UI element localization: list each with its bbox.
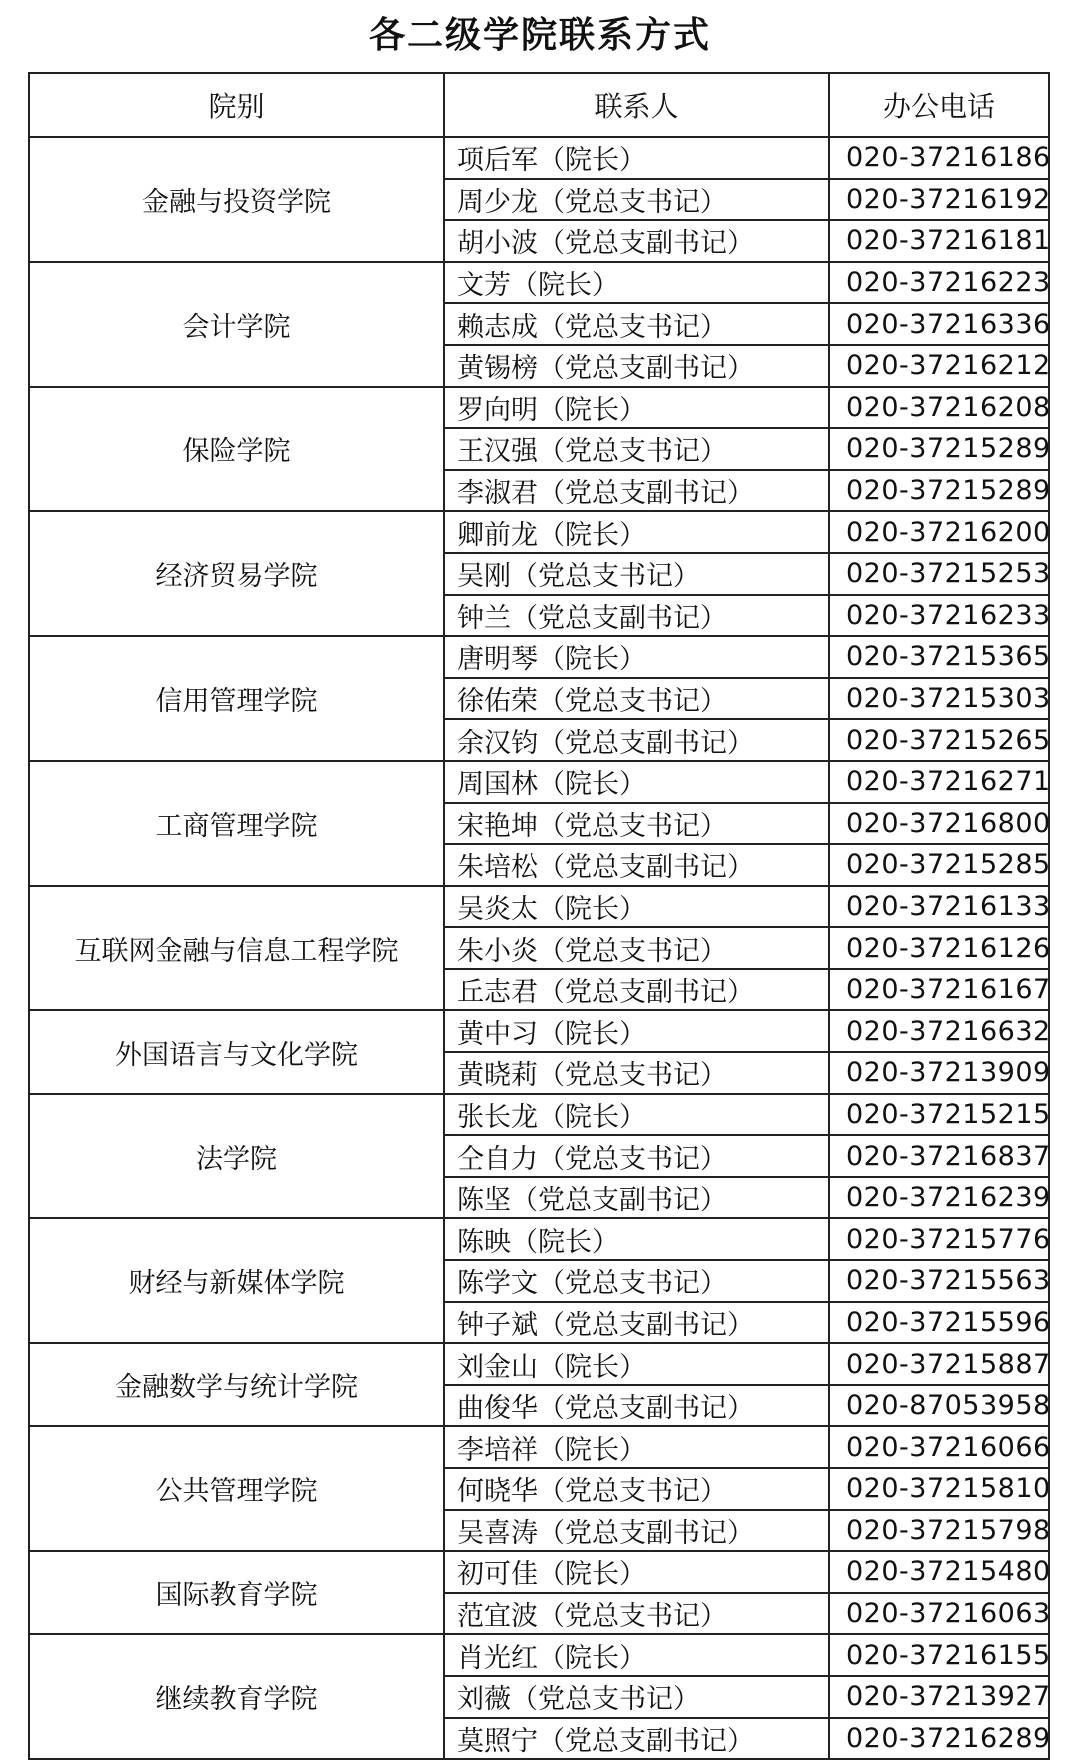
contact-column-header: 联系人	[444, 73, 829, 137]
table-row	[29, 1634, 1049, 1676]
contact-person-cell: 黄中习（院长）	[444, 1010, 829, 1052]
contact-person-cell: 莫照宁（党总支副书记）	[444, 1718, 829, 1760]
office-phone-cell: 020-37215810	[829, 1468, 1049, 1510]
table-row	[29, 1426, 1049, 1468]
office-phone-cell: 020-37216800	[829, 803, 1049, 845]
table-row	[29, 511, 1049, 553]
office-phone-cell: 020-37216167	[829, 969, 1049, 1011]
office-phone-cell: 020-37215285	[829, 844, 1049, 886]
contact-person-cell: 吴刚（党总支书记）	[444, 553, 829, 595]
contact-person-cell: 周国林（院长）	[444, 761, 829, 803]
office-phone-cell: 020-37216223	[829, 262, 1049, 304]
contact-person-cell: 胡小波（党总支副书记）	[444, 220, 829, 262]
college-name-cell: 公共管理学院	[29, 1426, 444, 1551]
college-name-cell: 会计学院	[29, 262, 444, 387]
contact-person-cell: 王汉强（党总支书记）	[444, 428, 829, 470]
contact-person-cell: 罗向明（院长）	[444, 387, 829, 429]
table-row	[29, 1218, 1049, 1260]
contact-person-cell: 钟子斌（党总支副书记）	[444, 1302, 829, 1344]
office-phone-cell: 020-37215365	[829, 636, 1049, 678]
office-phone-cell: 020-37215253	[829, 553, 1049, 595]
office-phone-cell: 020-37216181	[829, 220, 1049, 262]
college-name-cell: 经济贸易学院	[29, 511, 444, 636]
contact-person-cell: 张长龙（院长）	[444, 1094, 829, 1136]
contact-person-cell: 朱小炎（党总支书记）	[444, 927, 829, 969]
phone-column-header: 办公电话	[829, 73, 1049, 137]
contact-person-cell: 何晓华（党总支书记）	[444, 1468, 829, 1510]
office-phone-cell: 020-37215798	[829, 1510, 1049, 1552]
contact-person-cell: 文芳（院长）	[444, 262, 829, 304]
office-phone-cell: 020-37216126	[829, 927, 1049, 969]
contact-person-cell: 唐明琴（院长）	[444, 636, 829, 678]
contact-person-cell: 范宜波（党总支书记）	[444, 1593, 829, 1635]
college-name-cell: 外国语言与文化学院	[29, 1010, 444, 1093]
office-phone-cell: 020-37215265	[829, 719, 1049, 761]
contact-person-cell: 陈学文（党总支书记）	[444, 1260, 829, 1302]
contact-person-cell: 陈映（院长）	[444, 1218, 829, 1260]
contact-person-cell: 赖志成（党总支书记）	[444, 303, 829, 345]
college-name-cell: 法学院	[29, 1094, 444, 1219]
office-phone-cell: 020-37215289	[829, 470, 1049, 512]
college-name-cell: 国际教育学院	[29, 1551, 444, 1634]
contact-person-cell: 余汉钧（党总支副书记）	[444, 719, 829, 761]
table-row	[29, 387, 1049, 429]
contact-person-cell: 陈坚（党总支副书记）	[444, 1177, 829, 1219]
college-name-cell: 信用管理学院	[29, 636, 444, 761]
contact-person-cell: 刘薇（党总支书记）	[444, 1676, 829, 1718]
contact-person-cell: 李淑君（党总支副书记）	[444, 470, 829, 512]
contact-person-cell: 钟兰（党总支副书记）	[444, 595, 829, 637]
office-phone-cell: 020-37215289	[829, 428, 1049, 470]
contact-person-cell: 徐佑荣（党总支书记）	[444, 678, 829, 720]
college-name-cell: 金融数学与统计学院	[29, 1343, 444, 1426]
office-phone-cell: 020-37216208	[829, 387, 1049, 429]
office-phone-cell: 020-37216155	[829, 1634, 1049, 1676]
contact-person-cell: 初可佳（院长）	[444, 1551, 829, 1593]
table-row	[29, 886, 1049, 928]
table-row	[29, 1551, 1049, 1593]
office-phone-cell: 020-37216271	[829, 761, 1049, 803]
table-row	[29, 1094, 1049, 1136]
office-phone-cell: 020-37213927	[829, 1676, 1049, 1718]
college-name-cell: 互联网金融与信息工程学院	[29, 886, 444, 1011]
page-title: 各二级学院联系方式	[368, 15, 711, 56]
office-phone-cell: 020-37216133	[829, 886, 1049, 928]
college-name-cell: 继续教育学院	[29, 1634, 444, 1759]
office-phone-cell: 020-37216063	[829, 1593, 1049, 1635]
contact-person-cell: 宋艳坤（党总支书记）	[444, 803, 829, 845]
office-phone-cell: 020-37215596	[829, 1302, 1049, 1344]
contact-person-cell: 吴喜涛（党总支副书记）	[444, 1510, 829, 1552]
office-phone-cell: 020-37216239	[829, 1177, 1049, 1219]
office-phone-cell: 020-37215215	[829, 1094, 1049, 1136]
table-row	[29, 636, 1049, 678]
office-phone-cell: 020-87053958	[829, 1385, 1049, 1427]
office-phone-cell: 020-37216212	[829, 345, 1049, 387]
contact-person-cell: 刘金山（院长）	[444, 1343, 829, 1385]
contact-person-cell: 李培祥（院长）	[444, 1426, 829, 1468]
contact-person-cell: 项后军（院长）	[444, 137, 829, 179]
office-phone-cell: 020-37216336	[829, 303, 1049, 345]
college-column-header: 院别	[29, 73, 444, 137]
contact-table	[28, 72, 1050, 1760]
office-phone-cell: 020-37215887	[829, 1343, 1049, 1385]
table-row	[29, 1343, 1049, 1385]
table-header-row	[29, 73, 1049, 137]
table-row	[29, 262, 1049, 304]
office-phone-cell: 020-37215303	[829, 678, 1049, 720]
office-phone-cell: 020-37216632	[829, 1010, 1049, 1052]
college-name-cell: 金融与投资学院	[29, 137, 444, 262]
college-name-cell: 财经与新媒体学院	[29, 1218, 444, 1343]
table-row	[29, 1010, 1049, 1052]
contact-person-cell: 曲俊华（党总支副书记）	[444, 1385, 829, 1427]
contact-person-cell: 黄锡榜（党总支副书记）	[444, 345, 829, 387]
office-phone-cell: 020-37216186	[829, 137, 1049, 179]
contact-person-cell: 卿前龙（院长）	[444, 511, 829, 553]
contact-person-cell: 丘志君（党总支副书记）	[444, 969, 829, 1011]
contact-person-cell: 朱培松（党总支副书记）	[444, 844, 829, 886]
office-phone-cell: 020-37215776	[829, 1218, 1049, 1260]
contact-person-cell: 黄晓莉（党总支书记）	[444, 1052, 829, 1094]
contact-person-cell: 仝自力（党总支书记）	[444, 1135, 829, 1177]
contact-person-cell: 肖光红（院长）	[444, 1634, 829, 1676]
office-phone-cell: 020-37215563	[829, 1260, 1049, 1302]
office-phone-cell: 020-37216192	[829, 179, 1049, 221]
table-body	[29, 137, 1049, 1759]
table-row	[29, 137, 1049, 179]
office-phone-cell: 020-37216066	[829, 1426, 1049, 1468]
office-phone-cell: 020-37216289	[829, 1718, 1049, 1760]
office-phone-cell: 020-37216200	[829, 511, 1049, 553]
office-phone-cell: 020-37216837	[829, 1135, 1049, 1177]
office-phone-cell: 020-37213909	[829, 1052, 1049, 1094]
office-phone-cell: 020-37216233	[829, 595, 1049, 637]
office-phone-cell: 020-37215480	[829, 1551, 1049, 1593]
table-row	[29, 761, 1049, 803]
college-name-cell: 工商管理学院	[29, 761, 444, 886]
contact-person-cell: 周少龙（党总支书记）	[444, 179, 829, 221]
college-name-cell: 保险学院	[29, 387, 444, 512]
contact-person-cell: 吴炎太（院长）	[444, 886, 829, 928]
